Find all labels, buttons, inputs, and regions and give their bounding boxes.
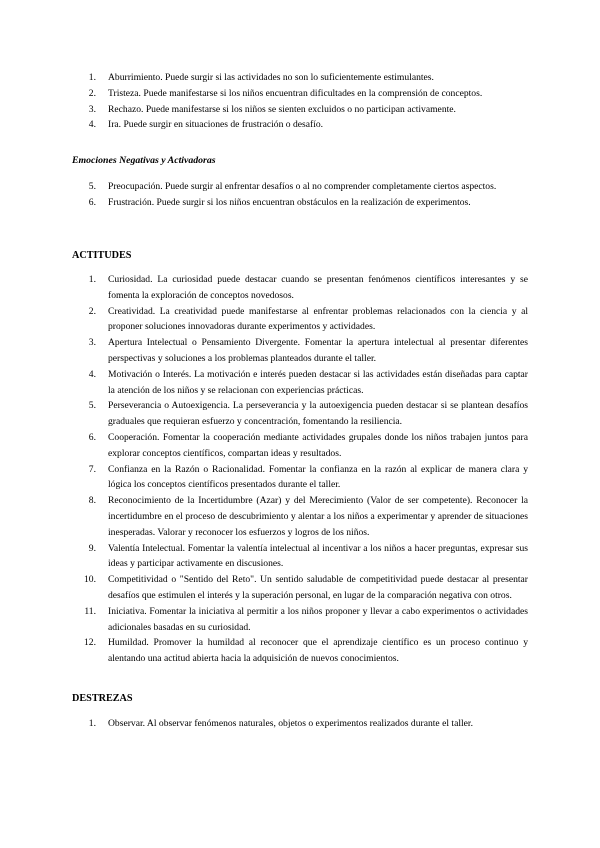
section-heading-emociones: Emociones Negativas y Activadoras	[72, 155, 216, 166]
list-item	[72, 179, 528, 195]
list-item	[72, 716, 528, 732]
list-item-number: 1.	[88, 274, 96, 285]
list-item-text: Confianza en la Razón o Racionalidad. Fomentar la confianza en la razón al explicar de manera clara y lógica los conceptos científicos presentados durante el taller.	[108, 463, 528, 491]
list-destrezas	[72, 716, 528, 732]
list-negative-emotions	[72, 70, 528, 133]
list-item	[72, 117, 528, 133]
list-item-number: 2.	[88, 305, 96, 317]
list-item	[72, 430, 528, 462]
list-item	[72, 70, 528, 86]
list-item-text: Curiosidad. La curiosidad puede destacar cuando se presentan fenómenos científicos interesantes y se fomenta la exploración de conceptos novedosos.	[108, 274, 528, 301]
list-item-number: 8.	[88, 495, 96, 507]
section-heading-actitudes: ACTITUDES	[72, 250, 132, 261]
list-item-text: Rechazo. Puede manifestarse si los niños se sienten excluidos o no participan activamente.	[108, 103, 456, 115]
list-item-text: Competitividad o "Sentido del Reto". Un sentido saludable de competitividad puede destacar al presentar desafíos que estimulen el interés y la superación personal, en lugar de la comparación negativa con otros.	[108, 574, 528, 601]
list-item-number: 12.	[84, 637, 96, 649]
list-item-text: Motivación o Interés. La motivación e interés pueden destacar si las actividades están diseñadas para captar la atención de los niños y se relacionan con experiencias prácticas.	[108, 368, 528, 396]
list-item	[72, 195, 528, 211]
list-item-number: 3.	[88, 337, 96, 349]
list-item	[72, 604, 528, 636]
list-item-text: Reconocimiento de la Incertidumbre (Azar) y del Merecimiento (Valor de ser competente). Reconocer la incertidumbre en el proceso de descubrimiento y alentar a los niños a experimentar y aprender de situaciones inesperadas. Valorar y reconocer los esfuerzos y logros de los niños.	[108, 495, 528, 538]
list-item-text: Tristeza. Puede manifestarse si los niños encuentran dificultades en la comprensión de conceptos.	[108, 87, 483, 99]
list-item	[72, 462, 528, 494]
list-item-number: 4.	[88, 368, 96, 380]
list-actitudes	[72, 272, 528, 667]
list-item-number: 4.	[88, 119, 96, 131]
list-item-number: 10.	[84, 574, 96, 586]
list-item-number: 11.	[84, 605, 96, 617]
list-item-text: Aburrimiento. Puede surgir si las actividades no son lo suficientemente estimulantes.	[108, 72, 434, 83]
list-item-number: 1.	[88, 718, 96, 729]
list-item-text: Apertura Intelectual o Pensamiento Divergente. Fomentar la apertura intelectual al presentar diferentes perspectivas y soluciones a los problemas planteados durante el taller.	[108, 337, 528, 364]
list-item-number: 3.	[88, 103, 96, 115]
list-item	[72, 335, 528, 367]
list-item	[72, 367, 528, 399]
list-item-text: Iniciativa. Fomentar la iniciativa al permitir a los niños proponer y llevar a cabo experimentos o actividades adicionales basadas en su curiosidad.	[108, 605, 528, 633]
list-item	[72, 272, 528, 304]
list-item-text: Observar. Al observar fenómenos naturales, objetos o experimentos realizados durante el taller.	[108, 718, 473, 729]
list-item	[72, 398, 528, 430]
list-item	[72, 86, 528, 102]
list-item-text: Ira. Puede surgir en situaciones de frustración o desafío.	[108, 119, 324, 131]
list-item-number: 7.	[88, 463, 96, 475]
list-item-number: 2.	[88, 87, 96, 99]
list-item-number: 9.	[88, 542, 96, 554]
list-item-number: 5.	[88, 400, 96, 412]
list-item	[72, 541, 528, 573]
section-heading-destrezas: DESTREZAS	[72, 693, 133, 704]
list-item-text: Valentía Intelectual. Fomentar la valentía intelectual al incentivar a los niños a hacer preguntas, expresar sus ideas y participar activamente en discusiones.	[108, 542, 528, 570]
list-item-number: 6.	[88, 196, 96, 208]
list-item	[72, 493, 528, 540]
list-item-text: Perseverancia o Autoexigencia. La perseverancia y la autoexigencia pueden destacar si se plantean desafíos graduales que requieran esfuerzo y concentración, fomentando la resiliencia.	[108, 400, 528, 428]
list-item	[72, 572, 528, 604]
list-item-text: Preocupación. Puede surgir al enfrentar desafíos o al no comprender completamente ciertos aspectos.	[108, 181, 497, 192]
list-item-text: Frustración. Puede surgir si los niños encuentran obstáculos en la realización de experimentos.	[108, 196, 471, 208]
list-item-number: 6.	[88, 431, 96, 443]
list-item-number: 5.	[88, 181, 96, 192]
list-item-text: Cooperación. Fomentar la cooperación mediante actividades grupales donde los niños trabajen juntos para explorar conceptos científicos, compartan ideas y resultados.	[108, 431, 528, 459]
list-item-text: Creatividad. La creatividad puede manifestarse al enfrentar problemas relacionados con la ciencia y al proponer soluciones innovadoras durante experimentos y actividades.	[108, 305, 528, 333]
list-item	[72, 635, 528, 667]
list-item	[72, 304, 528, 336]
list-item	[72, 102, 528, 118]
list-activating-emotions	[72, 179, 528, 211]
list-item-text: Humildad. Promover la humildad al reconocer que el aprendizaje científico es un proceso continuo y alentando una actitud abierta hacia la adquisición de nuevos conocimientos.	[108, 637, 528, 665]
list-item-number: 1.	[88, 72, 96, 83]
